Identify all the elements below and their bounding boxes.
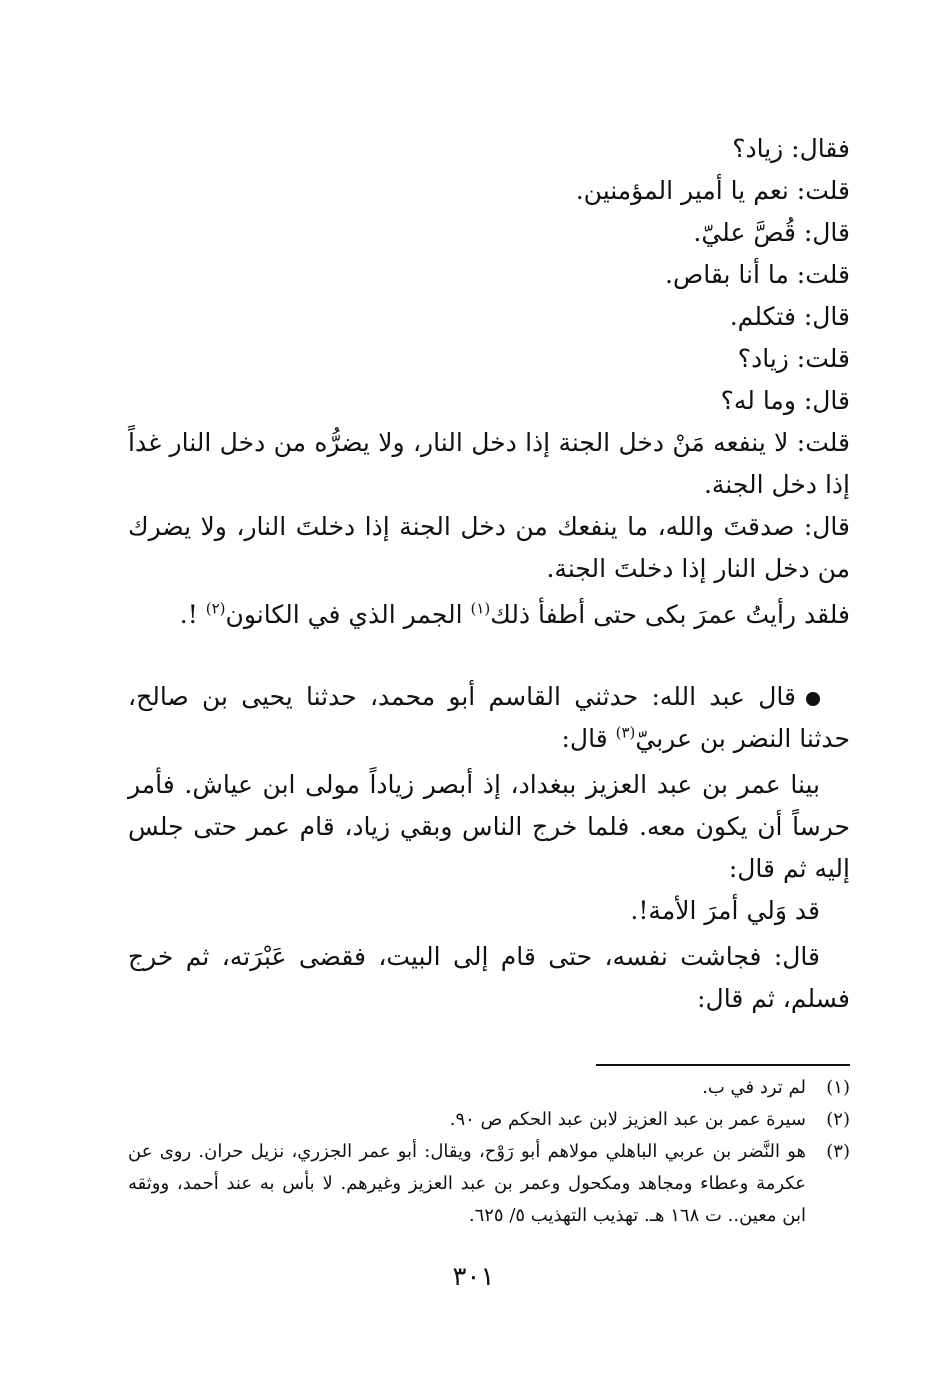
footnotes — [128, 1072, 850, 1232]
page-number: ٣٠١ — [452, 1262, 495, 1292]
text-run: !. — [179, 600, 206, 629]
footnote — [128, 1072, 850, 1104]
dialogue-line: قلت: زياد؟ — [737, 344, 850, 373]
dialogue-line: قلت: ما أنا بقاص. — [665, 260, 850, 289]
footnote — [128, 1136, 850, 1232]
main-text — [128, 128, 850, 1020]
footnote-text: هو النَّضر بن عربي الباهلي مولاهم أبو رَوْح، ويقال: أبو عمر الجزري، نزيل حران. روى عن عكرمة وعطاء ومجاهد ومكحول وعمر بن عبد العزيز وغيرهم. لا بأس به عند أحمد، ووثقه ابن معين.. ت ١٦٨ هـ. تهذيب التهذيب ٥/ ٦٢٥. — [128, 1141, 806, 1226]
paragraph — [128, 594, 850, 636]
paragraph: قال: فجاشت نفسه، حتى قام إلى البيت، فقضى عَبْرَته، ثم خرج فسلم، ثم قال: — [128, 942, 850, 1013]
dialogue-line: قال: فتكلم. — [729, 302, 850, 331]
footnote-ref: (١) — [470, 599, 491, 618]
paragraph: قد وَلي أمرَ الأمة!. — [630, 896, 820, 925]
footnote-ref: (٢) — [205, 599, 226, 618]
footnote-ref: (٣) — [615, 723, 636, 742]
section-intro — [128, 676, 850, 760]
text-run: قال: — [561, 724, 616, 753]
paragraph: قال: صدقتَ والله، ما ينفعك من دخل الجنة إذا دخلتَ النار، ولا يضرك من دخل النار إذا دخلتَ الجنة. — [128, 512, 850, 583]
dialogue-line: قلت: نعم يا أمير المؤمنين. — [575, 176, 850, 205]
footnote-number: (٢) — [826, 1109, 850, 1130]
text-run: الجمر الذي في الكانون — [225, 600, 471, 629]
footnote-rule — [596, 1064, 850, 1066]
footnote-number: (٣) — [826, 1141, 850, 1162]
footnote — [128, 1104, 850, 1136]
bullet-icon — [806, 692, 820, 706]
section-gap — [128, 636, 850, 676]
footnote-text: لم ترد في ب. — [702, 1077, 806, 1098]
dialogue-line: قال: قُصَّ عليّ. — [693, 218, 850, 247]
dialogue-line: قال: وما له؟ — [720, 386, 850, 415]
footnote-number: (١) — [826, 1077, 850, 1098]
dialogue-line: فقال: زياد؟ — [732, 134, 850, 163]
paragraph: بينا عمر بن عبد العزيز ببغداد، إذ أبصر زياداً مولى ابن عياش. فأمر حرساً أن يكون معه. فلما خرج الناس وبقي زياد، قام عمر حتى جلس إليه ثم قال: — [128, 770, 850, 883]
text-run: فلقد رأيتُ عمرَ بكى حتى أطفأ ذلك — [490, 600, 850, 629]
text-run: قال عبد الله: حدثني القاسم أبو محمد، حدثنا يحيى بن صالح، حدثنا النضر بن عربيّ — [128, 682, 850, 753]
paragraph: قلت: لا ينفعه مَنْ دخل الجنة إذا دخل النار، ولا يضرُّه من دخل النار غداً إذا دخل الجنة. — [128, 428, 850, 499]
footnote-text: سيرة عمر بن عبد العزيز لابن عبد الحكم ص ٩٠. — [449, 1109, 806, 1130]
